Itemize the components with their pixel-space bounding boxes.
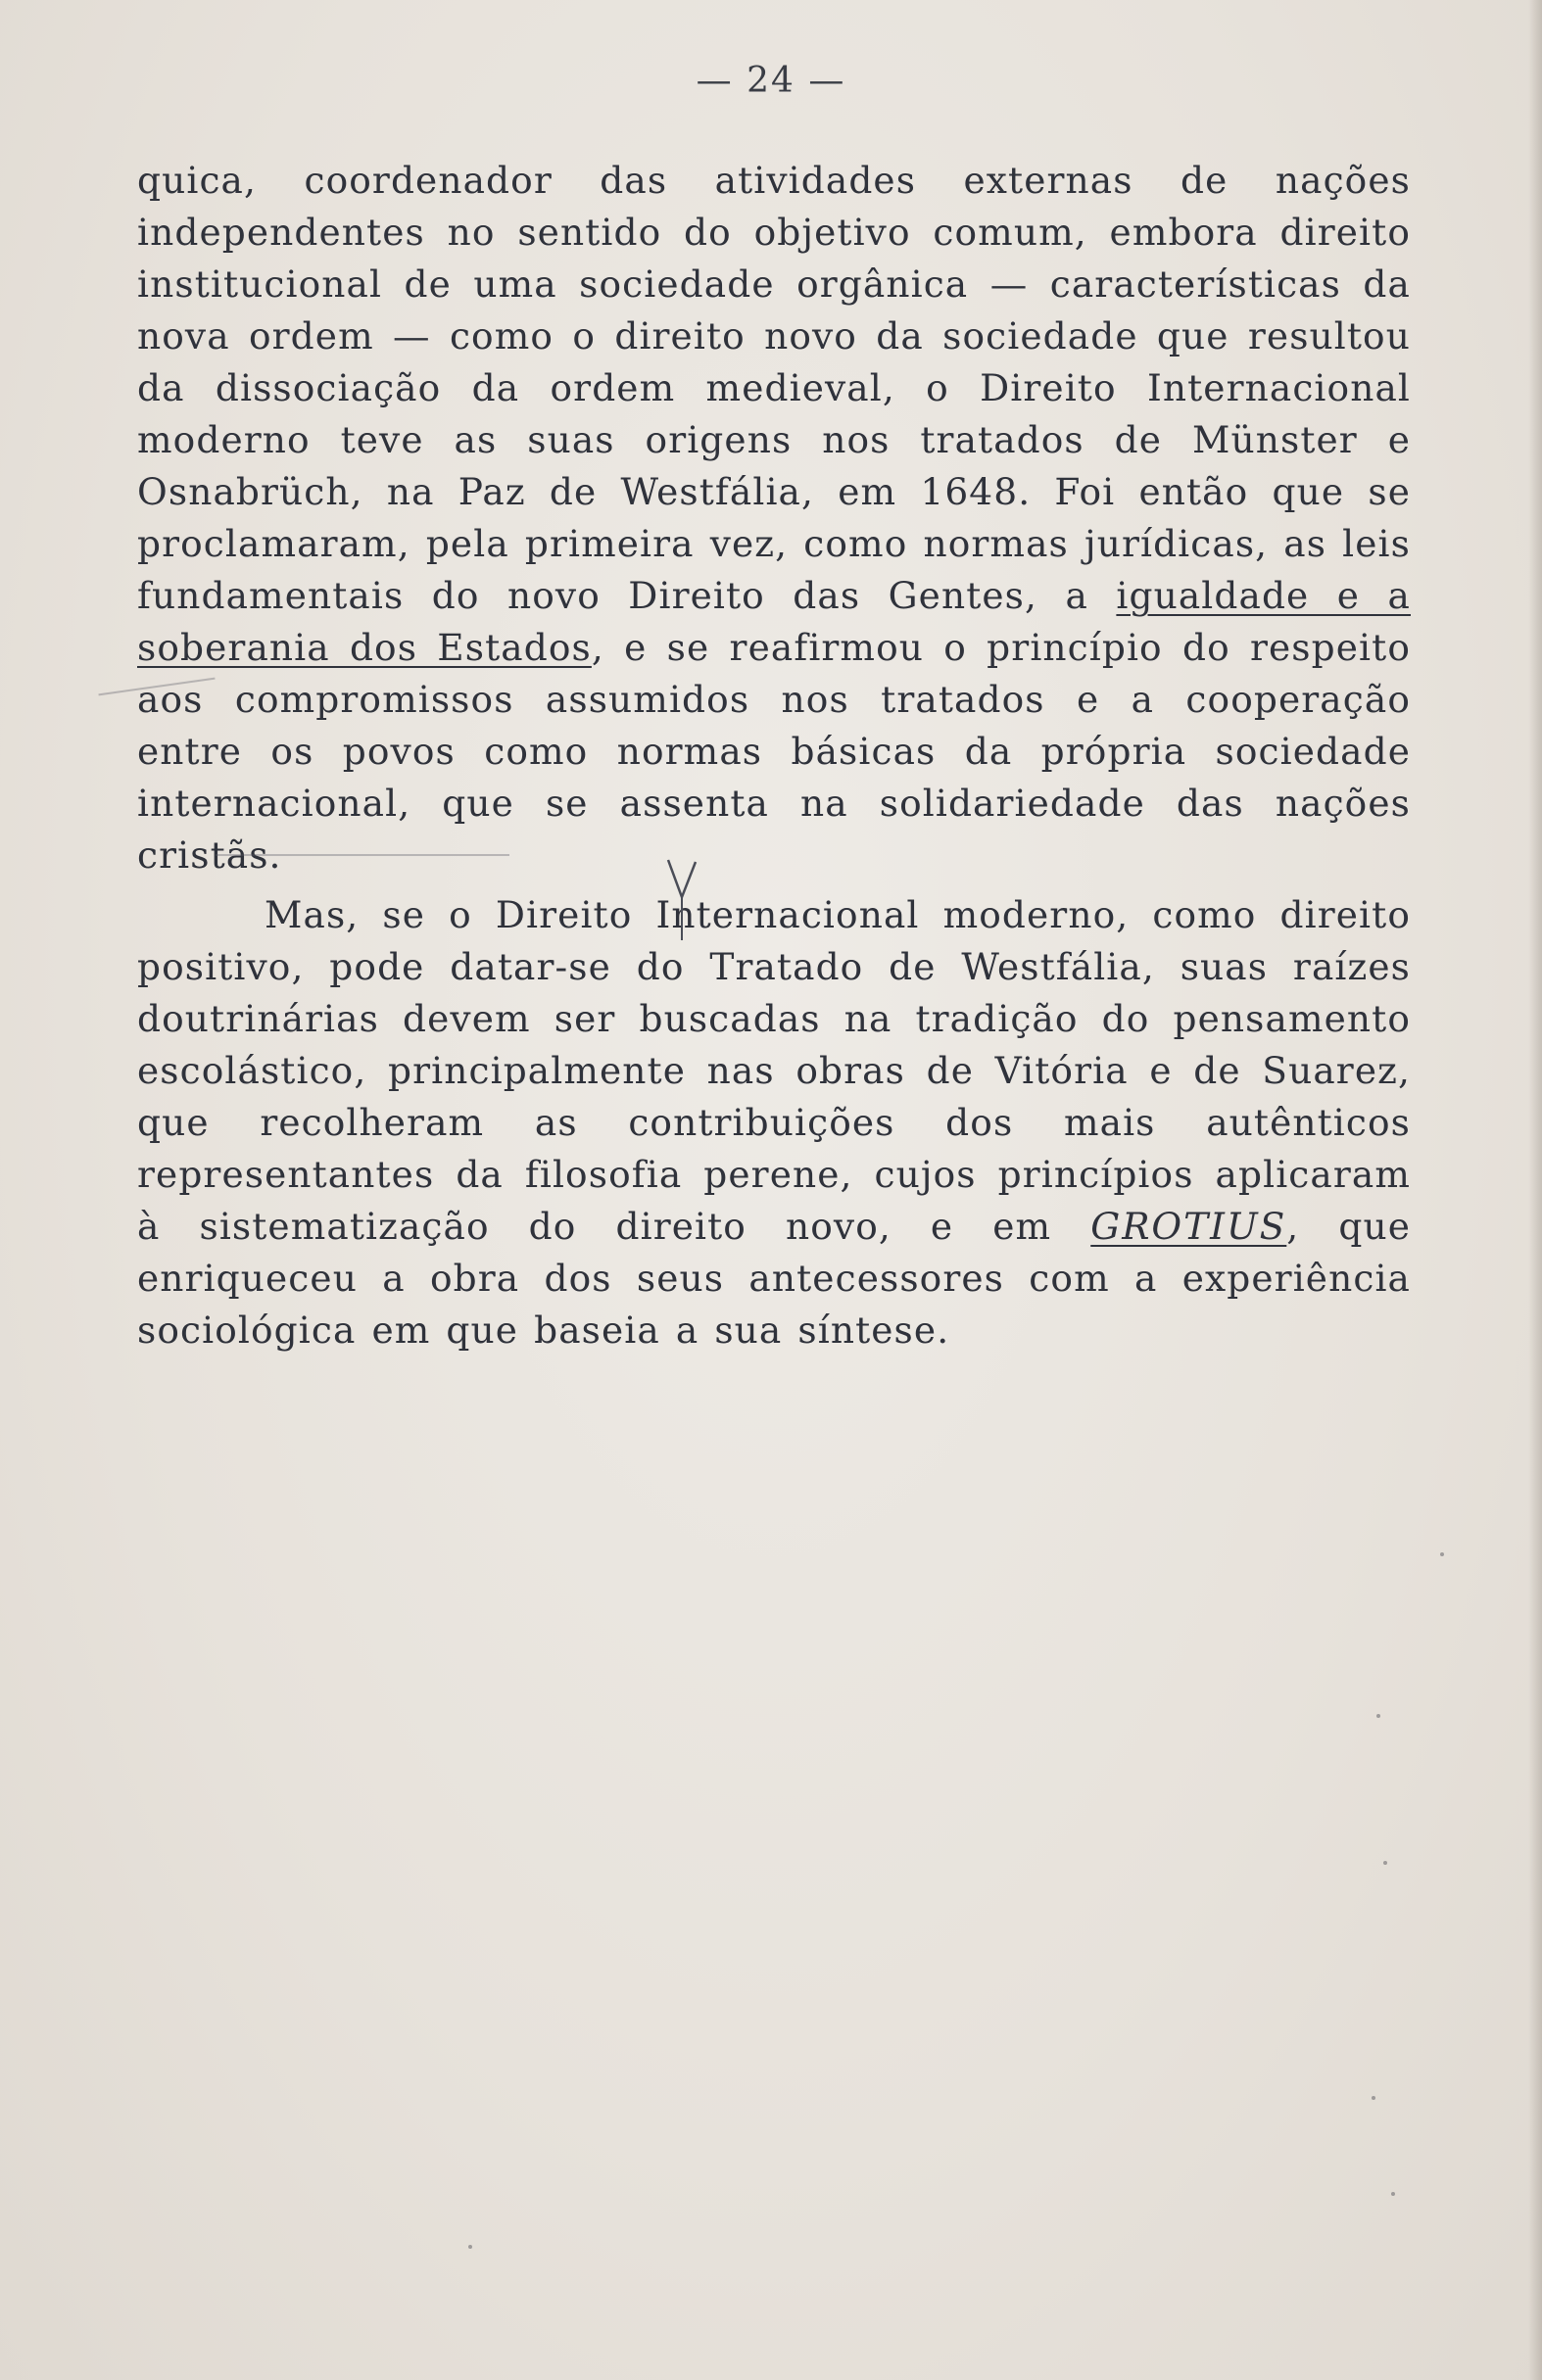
paper-speck: [1440, 1552, 1444, 1556]
paragraph-2-text-end: , que enriqueceu a obra dos seus antecessores com a experiência sociológica em que baseia a sua síntese.: [137, 1205, 1411, 1352]
paper-speck: [1383, 1861, 1387, 1865]
body-text: [137, 155, 1411, 1357]
paper-speck: [1391, 2192, 1395, 2196]
paragraph-1-text-end: , e se reafirmou o princípio do respeito aos compromissos assumidos nos tratados e a cooperação entre os povos como normas básicas da própria sociedade internacional, que se assenta na solidariedade das nações cristãs.: [137, 626, 1411, 877]
grotius-name: GROTIUS: [1090, 1205, 1287, 1248]
paragraph-1: [137, 155, 1411, 881]
page-edge-shadow: [1528, 0, 1542, 2380]
underlined-phrase: igualdade e a soberania dos Estados: [137, 574, 1411, 669]
pencil-insertion-mark: [662, 854, 701, 942]
paragraph-1-text-start: quica, coordenador das atividades externas de nações independentes no sentido do objetivo comum, embora direito institucional de uma sociedade orgânica — características da nova ordem — como o direito novo da sociedade que resultou da dissociação da ordem medieval, o Direito Internacional moderno teve as suas origens nos tratados de Münster e Osnabrüch, na Paz de Westfália, em 1648. Foi então que se proclamaram, pela primeira vez, como normas jurídicas, as leis fundamentais do novo Direito das Gentes, a: [137, 159, 1411, 617]
pencil-stroke-2: [216, 854, 509, 856]
paper-speck: [468, 2245, 472, 2249]
paper-speck: [1376, 1714, 1380, 1718]
paragraph-2-text-start: Mas, se o Direito Internacional moderno, como direito positivo, pode datar-se do Tratado de Westfália, suas raízes doutrinárias devem ser buscadas na tradição do pensamento escolástico, principalmente nas obras de Vitória e de Suarez, que recolheram as contribuições dos mais autênticos representantes da filosofia perene, cujos princípios aplicaram à sistematização do direito novo, e em: [137, 893, 1411, 1248]
paragraph-2: [137, 889, 1411, 1357]
paper-speck: [1372, 2096, 1375, 2100]
page-number: — 24 —: [696, 61, 846, 101]
